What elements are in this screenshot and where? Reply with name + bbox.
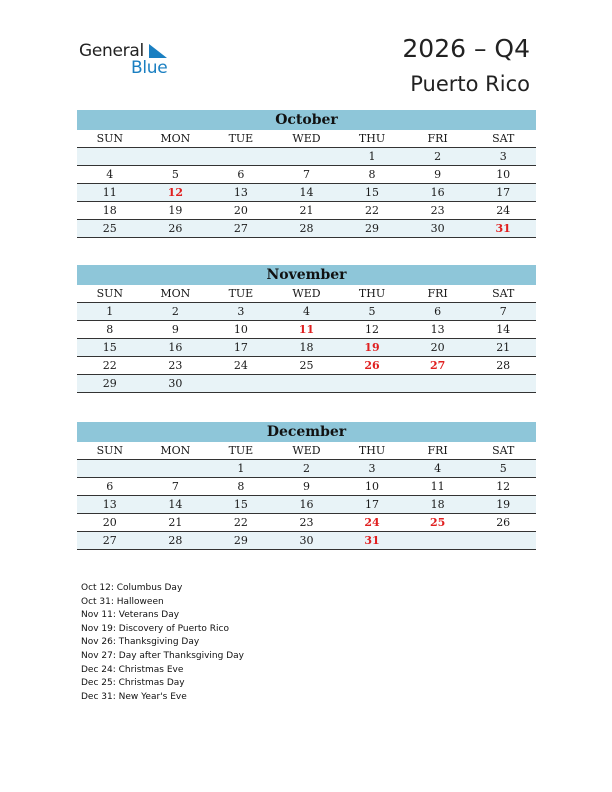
day-cell: 24: [208, 357, 274, 375]
day-cell: 10: [208, 321, 274, 339]
day-cell: 5: [470, 460, 536, 478]
week-row: [77, 202, 536, 220]
day-cell: 30: [405, 220, 471, 238]
holiday-item: Oct 12: Columbus Day: [81, 583, 183, 593]
month-december: [77, 422, 536, 550]
week-row: [77, 339, 536, 357]
week-row: [77, 184, 536, 202]
day-cell: 24: [470, 202, 536, 220]
weekday-label: WED: [274, 442, 340, 460]
day-cell: 8: [208, 478, 274, 496]
day-cell: 31: [470, 220, 536, 238]
day-cell: 10: [470, 166, 536, 184]
holiday-list: [81, 582, 244, 704]
week-row: [77, 166, 536, 184]
day-cell: [274, 375, 340, 393]
weekday-label: TUE: [208, 442, 274, 460]
day-cell: 22: [208, 514, 274, 532]
week-row: [77, 496, 536, 514]
week-row: [77, 148, 536, 166]
day-cell: 21: [470, 339, 536, 357]
week-row: [77, 460, 536, 478]
day-cell: [143, 148, 209, 166]
day-cell: 31: [339, 532, 405, 550]
page-title: 2026 – Q4: [402, 34, 530, 63]
day-cell: 29: [339, 220, 405, 238]
holiday-item: Nov 19: Discovery of Puerto Rico: [81, 623, 229, 634]
day-cell: 27: [77, 532, 143, 550]
day-cell: 3: [208, 303, 274, 321]
day-cell: 14: [274, 184, 340, 202]
day-cell: [470, 375, 536, 393]
day-cell: 25: [274, 357, 340, 375]
day-cell: 21: [274, 202, 340, 220]
day-cell: 2: [405, 148, 471, 166]
day-cell: 15: [77, 339, 143, 357]
day-cell: 9: [143, 321, 209, 339]
day-cell: 29: [208, 532, 274, 550]
weekday-label: SUN: [77, 285, 143, 303]
day-cell: 23: [405, 202, 471, 220]
month-october: [77, 110, 536, 238]
weekday-label: SAT: [470, 285, 536, 303]
week-row: [77, 220, 536, 238]
day-cell: 28: [470, 357, 536, 375]
day-cell: 4: [77, 166, 143, 184]
weekday-label: SAT: [470, 442, 536, 460]
weekday-label: MON: [143, 130, 209, 148]
week-row: [77, 478, 536, 496]
holiday-item: Nov 11: Veterans Day: [81, 610, 180, 621]
holiday-item: Nov 26: Thanksgiving Day: [81, 637, 200, 648]
logo-text-general: General: [79, 41, 144, 61]
day-cell: 1: [208, 460, 274, 478]
day-cell: 25: [405, 514, 471, 532]
region-name: Puerto Rico: [410, 72, 530, 96]
day-cell: 1: [77, 303, 143, 321]
weekday-label: TUE: [208, 130, 274, 148]
weekday-label: THU: [339, 285, 405, 303]
day-cell: 6: [77, 478, 143, 496]
day-cell: [208, 148, 274, 166]
month-header: December: [77, 422, 536, 442]
day-cell: 11: [77, 184, 143, 202]
day-cell: 14: [470, 321, 536, 339]
day-cell: 20: [77, 514, 143, 532]
calendar-grid: [77, 285, 536, 393]
day-cell: [208, 375, 274, 393]
month-header: November: [77, 265, 536, 285]
day-cell: 17: [208, 339, 274, 357]
day-cell: 19: [339, 339, 405, 357]
day-cell: 26: [339, 357, 405, 375]
day-cell: 8: [77, 321, 143, 339]
day-cell: 5: [143, 166, 209, 184]
weekday-label: FRI: [405, 442, 471, 460]
day-cell: [77, 148, 143, 166]
day-cell: 11: [274, 321, 340, 339]
day-cell: 19: [143, 202, 209, 220]
day-cell: 22: [77, 357, 143, 375]
day-cell: [405, 532, 471, 550]
day-cell: 27: [405, 357, 471, 375]
day-cell: 12: [470, 478, 536, 496]
weekday-label: SUN: [77, 130, 143, 148]
day-cell: 13: [405, 321, 471, 339]
day-cell: 23: [143, 357, 209, 375]
weekday-label: FRI: [405, 285, 471, 303]
day-cell: 13: [77, 496, 143, 514]
month-november: [77, 265, 536, 393]
day-cell: 15: [208, 496, 274, 514]
weekday-label: SUN: [77, 442, 143, 460]
day-cell: 27: [208, 220, 274, 238]
day-cell: 3: [339, 460, 405, 478]
day-cell: 26: [470, 514, 536, 532]
day-cell: 15: [339, 184, 405, 202]
weekday-label: MON: [143, 285, 209, 303]
day-cell: 6: [405, 303, 471, 321]
day-cell: 1: [339, 148, 405, 166]
day-cell: [339, 375, 405, 393]
day-cell: 20: [208, 202, 274, 220]
day-cell: 19: [470, 496, 536, 514]
weekday-label: TUE: [208, 285, 274, 303]
day-cell: 9: [274, 478, 340, 496]
weekday-label: FRI: [405, 130, 471, 148]
calendar-grid: [77, 130, 536, 238]
day-cell: 18: [274, 339, 340, 357]
brand-logo: [79, 41, 179, 81]
week-row: [77, 357, 536, 375]
day-cell: 17: [339, 496, 405, 514]
day-cell: 20: [405, 339, 471, 357]
day-cell: [274, 148, 340, 166]
day-cell: 24: [339, 514, 405, 532]
day-cell: 4: [274, 303, 340, 321]
week-row: [77, 532, 536, 550]
weekday-label: THU: [339, 130, 405, 148]
weekday-label: WED: [274, 130, 340, 148]
day-cell: 9: [405, 166, 471, 184]
day-cell: 26: [143, 220, 209, 238]
day-cell: 21: [143, 514, 209, 532]
day-cell: 16: [405, 184, 471, 202]
day-cell: [405, 375, 471, 393]
day-cell: 18: [77, 202, 143, 220]
day-cell: 8: [339, 166, 405, 184]
weekday-label: THU: [339, 442, 405, 460]
day-cell: 12: [143, 184, 209, 202]
day-cell: 10: [339, 478, 405, 496]
day-cell: 17: [470, 184, 536, 202]
day-cell: 6: [208, 166, 274, 184]
day-cell: 28: [143, 532, 209, 550]
holiday-item: Dec 25: Christmas Day: [81, 678, 185, 689]
day-cell: 2: [274, 460, 340, 478]
day-cell: 2: [143, 303, 209, 321]
day-cell: 3: [470, 148, 536, 166]
month-header: October: [77, 110, 536, 130]
logo-text-blue: Blue: [131, 58, 168, 78]
day-cell: 28: [274, 220, 340, 238]
day-cell: 18: [405, 496, 471, 514]
week-row: [77, 303, 536, 321]
day-cell: 7: [143, 478, 209, 496]
day-cell: 23: [274, 514, 340, 532]
day-cell: [470, 532, 536, 550]
day-cell: 30: [274, 532, 340, 550]
day-cell: 16: [143, 339, 209, 357]
day-cell: [143, 460, 209, 478]
week-row: [77, 375, 536, 393]
day-cell: 7: [274, 166, 340, 184]
weekday-label: WED: [274, 285, 340, 303]
day-cell: 29: [77, 375, 143, 393]
day-cell: 12: [339, 321, 405, 339]
day-cell: 7: [470, 303, 536, 321]
day-cell: 4: [405, 460, 471, 478]
day-cell: 14: [143, 496, 209, 514]
week-row: [77, 514, 536, 532]
calendar-grid: [77, 442, 536, 550]
day-cell: 11: [405, 478, 471, 496]
weekday-label: MON: [143, 442, 209, 460]
day-cell: 30: [143, 375, 209, 393]
day-cell: 13: [208, 184, 274, 202]
weekday-label: SAT: [470, 130, 536, 148]
holiday-item: Oct 31: Halloween: [81, 596, 164, 607]
day-cell: 22: [339, 202, 405, 220]
day-cell: 5: [339, 303, 405, 321]
week-row: [77, 321, 536, 339]
holiday-item: Dec 31: New Year's Eve: [81, 691, 187, 702]
day-cell: 16: [274, 496, 340, 514]
holiday-item: Dec 24: Christmas Eve: [81, 664, 184, 675]
day-cell: [77, 460, 143, 478]
holiday-item: Nov 27: Day after Thanksgiving Day: [81, 650, 244, 661]
day-cell: 25: [77, 220, 143, 238]
